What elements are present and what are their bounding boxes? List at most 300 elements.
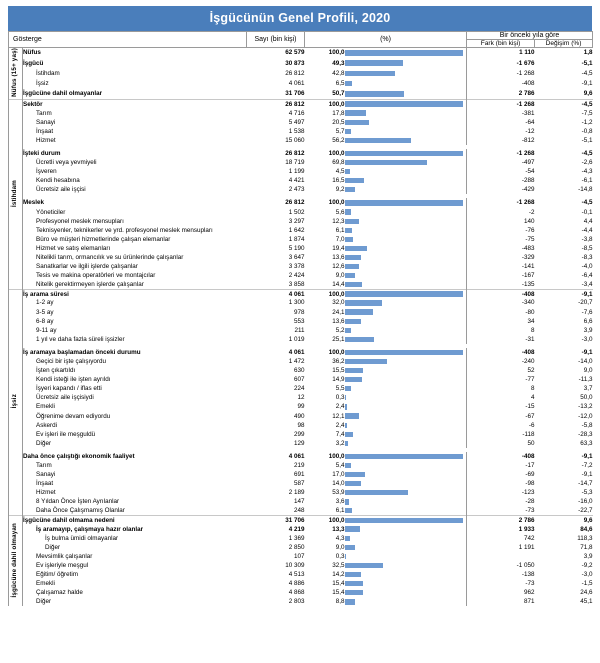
section-side-text: İşgücüne dahil olmayan (11, 522, 19, 598)
section-side-label (9, 99, 23, 289)
table-row (9, 335, 593, 344)
row-count: 587 (294, 480, 305, 488)
row-bar (345, 508, 352, 513)
row-difference: -98 (467, 479, 535, 488)
row-change-percent: -9,2 (581, 562, 593, 570)
row-difference: -17 (467, 461, 535, 470)
row-bar-cell (345, 348, 467, 357)
row-percent: 2,4 (335, 421, 345, 429)
row-label: Sanayi (36, 118, 56, 126)
row-count: 4 061 (288, 452, 305, 460)
row-percent: 0,3 (335, 394, 345, 402)
table-row (9, 118, 593, 127)
table-row (9, 271, 593, 280)
row-difference: -497 (467, 158, 535, 167)
row-label: İşsiz (36, 80, 49, 88)
row-count: 248 (294, 507, 305, 515)
table-row (9, 366, 593, 375)
table-row (9, 217, 593, 226)
section-side-label (9, 289, 23, 515)
row-bar (345, 599, 355, 604)
row-count: 26 812 (247, 99, 305, 108)
row-bar-cell (345, 461, 467, 470)
row-difference: 1 110 (467, 48, 535, 58)
row-difference: -408 (467, 289, 535, 298)
row-label: Emekli (36, 403, 55, 411)
row-difference: 140 (467, 217, 535, 226)
table-row (9, 207, 593, 216)
row-count: 3 858 (288, 281, 305, 288)
row-count: 31 706 (247, 516, 305, 525)
header-degisim: Değişim (%) (535, 40, 593, 48)
row-percent: 8,8 (335, 598, 345, 606)
table-row (9, 384, 593, 393)
row-difference: -6 (467, 421, 535, 430)
row-bar-cell (345, 543, 467, 552)
table-row (9, 326, 593, 335)
row-bar (345, 81, 353, 86)
row-count: 2 189 (288, 489, 305, 497)
row-count: 211 (294, 326, 305, 334)
row-bar-cell (345, 118, 467, 127)
row-bar (345, 160, 427, 165)
row-change-percent: -20,7 (578, 299, 593, 307)
header-sayi: Sayı (bin kişi) (247, 32, 305, 48)
row-percent: 100,0 (328, 348, 345, 356)
row-bar (345, 526, 361, 532)
table-row (9, 421, 593, 430)
row-change-percent: -4,3 (581, 168, 593, 176)
row-count: 607 (294, 376, 305, 384)
row-label: Geçici bir işte çalışıyordu (36, 358, 106, 365)
row-percent: 7,4 (335, 430, 345, 438)
row-change-percent: -28,3 (578, 430, 593, 438)
row-difference: -2 (467, 207, 535, 216)
row-change-percent: -9,1 (535, 289, 593, 298)
row-difference: -141 (467, 262, 535, 271)
row-difference (467, 552, 535, 561)
row-change-percent: -5,1 (581, 59, 593, 67)
row-label: İşgücüne dahil olmama nedeni (23, 516, 247, 525)
row-difference: -69 (467, 470, 535, 479)
row-percent: 14,0 (332, 480, 345, 488)
row-bar-cell (345, 452, 467, 461)
row-bar-cell (345, 479, 467, 488)
row-label: Büro ve müşteri hizmetlerinde çalışan elemanlar (36, 235, 171, 243)
table-row (9, 588, 593, 597)
row-label: Profesyonel meslek mensupları (36, 217, 124, 225)
row-difference: -408 (467, 79, 535, 89)
row-percent: 14,9 (332, 376, 345, 384)
row-count: 31 706 (285, 90, 305, 98)
row-bar (345, 536, 350, 541)
row-bar-cell (345, 430, 467, 439)
labour-force-table (8, 31, 593, 606)
row-bar (345, 472, 365, 477)
row-label: Kendi isteği ile işten ayrıldı (36, 376, 111, 384)
row-difference: 742 (467, 534, 535, 543)
row-percent: 19,4 (332, 244, 345, 252)
table-row (9, 552, 593, 561)
row-bar (345, 101, 463, 107)
row-percent: 5,6 (335, 208, 345, 216)
row-bar (345, 563, 383, 568)
row-bar (345, 228, 352, 233)
row-label: Yöneticiler (36, 208, 66, 216)
row-difference: -123 (467, 488, 535, 497)
row-bar-cell (345, 89, 467, 99)
row-percent: 9,0 (335, 272, 345, 280)
row-percent: 14,4 (332, 281, 345, 288)
row-difference: 8 (467, 326, 535, 335)
row-label: 3-5 ay (36, 308, 54, 316)
row-change-percent: -11,3 (578, 376, 593, 384)
row-count: 4 061 (288, 80, 305, 88)
row-percent: 20,5 (332, 118, 345, 126)
row-count: 1 538 (288, 127, 305, 135)
row-bar-cell (345, 470, 467, 479)
row-count: 5 190 (288, 244, 305, 252)
row-difference: 1 933 (467, 525, 535, 534)
row-percent: 5,4 (335, 462, 345, 470)
row-bar-cell (345, 516, 467, 525)
row-bar-cell (345, 421, 467, 430)
row-change-percent: -9,1 (581, 471, 593, 479)
table-row (9, 375, 593, 384)
row-bar-cell (345, 226, 467, 235)
row-percent: 25,1 (332, 335, 345, 343)
table-row (9, 289, 593, 298)
row-change-percent: -0,1 (581, 208, 593, 216)
section-side-text: Nüfus (15+ yaş) (11, 48, 19, 97)
row-count: 1 199 (288, 168, 305, 176)
row-bar-cell (345, 375, 467, 384)
row-difference: -1 050 (467, 561, 535, 570)
row-percent: 100,0 (305, 516, 345, 525)
row-bar-cell (345, 127, 467, 136)
row-bar (345, 91, 405, 97)
row-label: Ücretli veya yevmiyeli (36, 159, 97, 167)
table-row (9, 136, 593, 145)
row-bar (345, 590, 363, 595)
row-label: Nitelikli tarım, ormancılık ve su ürünlerinde çalışanlar (36, 253, 184, 261)
row-bar-cell (345, 244, 467, 253)
row-count: 99 (297, 403, 305, 411)
row-change-percent: -5,3 (581, 489, 593, 497)
row-change-percent: -7,6 (581, 308, 593, 316)
row-label: İşgücü (23, 59, 44, 67)
row-change-percent: 24,6 (580, 589, 593, 597)
row-count: 10 309 (285, 562, 305, 570)
row-percent: 42,8 (332, 69, 345, 77)
row-count: 129 (294, 439, 305, 447)
row-change-percent: -9,1 (581, 452, 593, 460)
row-bar (345, 319, 361, 324)
row-label: 6-8 ay (36, 317, 54, 325)
row-count: 490 (294, 412, 305, 420)
table-row (9, 488, 593, 497)
row-change-percent: -8,3 (581, 253, 593, 261)
header-onceki-yil: Bir önceki yıla göre (467, 32, 593, 40)
row-bar-cell (345, 497, 467, 506)
header-fark: Fark (bin kişi) (467, 40, 535, 48)
row-difference: 962 (467, 588, 535, 597)
row-label: 8 Yıldan Önce İşten Ayrılanlar (36, 498, 120, 506)
row-change-percent: -7,5 (581, 109, 593, 117)
row-label: Emekli (36, 580, 55, 588)
row-change-percent: -4,5 (581, 149, 593, 157)
row-percent: 24,1 (332, 308, 345, 316)
row-bar (345, 246, 368, 251)
row-bar (345, 490, 409, 495)
row-count: 3 647 (288, 253, 305, 261)
row-bar (345, 432, 354, 437)
row-difference: -135 (467, 280, 535, 289)
table-row (9, 525, 593, 534)
section-side-text: İstihdam (11, 179, 19, 207)
row-percent: 100,0 (328, 452, 345, 460)
row-label: 9-11 ay (36, 326, 57, 334)
row-percent: 12,6 (332, 263, 345, 271)
row-percent: 5,7 (335, 127, 345, 135)
row-bar (345, 255, 361, 260)
table-row (9, 470, 593, 479)
table-row (9, 262, 593, 271)
row-change-percent: -1,2 (581, 118, 593, 126)
row-difference: 2 786 (467, 89, 535, 99)
row-label: Diğer (45, 543, 61, 551)
row-bar-cell (345, 439, 467, 448)
row-change-percent: 45,1 (580, 598, 593, 606)
table-row (9, 307, 593, 316)
row-label: Kendi hesabına (36, 177, 80, 185)
row-percent: 69,8 (332, 159, 345, 167)
row-label: Tarım (36, 462, 52, 470)
row-percent: 100,0 (328, 149, 345, 157)
row-bar (345, 441, 349, 446)
row-bar (345, 264, 360, 269)
table-row (9, 127, 593, 136)
row-bar (345, 581, 363, 586)
row-change-percent: 3,9 (583, 326, 593, 334)
row-bar-cell (345, 317, 467, 326)
row-difference: 2 786 (467, 516, 535, 525)
row-bar-cell (345, 149, 467, 158)
row-count: 26 812 (285, 199, 305, 207)
row-count: 4 886 (288, 580, 305, 588)
row-change-percent: -16,0 (578, 498, 593, 506)
row-percent: 14,2 (332, 571, 345, 579)
table-row (9, 185, 593, 194)
header-gosterge: Gösterge (9, 32, 247, 48)
row-percent: 32,5 (332, 562, 345, 570)
row-change-percent: -5,1 (581, 136, 593, 144)
row-count: 2 850 (288, 543, 305, 551)
row-change-percent: 3,7 (583, 385, 593, 393)
row-count: 4 868 (288, 589, 305, 597)
row-count: 98 (297, 421, 305, 429)
row-change-percent: -3,8 (581, 235, 593, 243)
row-label: İşten çıkartıldı (36, 367, 76, 375)
row-bar (345, 359, 388, 364)
row-difference: -80 (467, 307, 535, 316)
row-difference: -1 268 (467, 68, 535, 78)
row-change-percent: 71,8 (580, 543, 593, 551)
row-bar (345, 463, 351, 468)
row-percent: 13,3 (332, 525, 345, 533)
row-count: 1 874 (288, 235, 305, 243)
row-difference: -1 676 (467, 58, 535, 68)
row-count: 219 (294, 462, 305, 470)
table-row (9, 570, 593, 579)
row-bar (345, 377, 363, 382)
row-difference: -28 (467, 497, 535, 506)
row-bar (345, 518, 463, 524)
row-label: 1 yıl ve daha fazla süreli işsizler (36, 335, 125, 343)
row-change-percent: -4,0 (581, 263, 593, 271)
row-difference: 871 (467, 597, 535, 606)
row-percent: 17,8 (332, 109, 345, 117)
row-bar (345, 138, 411, 143)
row-bar (345, 151, 463, 157)
table-row (9, 439, 593, 448)
row-difference: 4 (467, 393, 535, 402)
row-bar (345, 499, 349, 504)
row-change-percent: -6,4 (581, 272, 593, 280)
row-change-percent: 63,3 (580, 439, 593, 447)
row-percent: 6,1 (335, 507, 345, 515)
row-count: 1 300 (288, 299, 305, 307)
row-difference: -1 268 (467, 99, 535, 108)
table-row (9, 198, 593, 207)
row-count: 2 803 (288, 598, 305, 606)
row-label: Meslek (23, 199, 45, 207)
row-difference: -288 (467, 176, 535, 185)
row-bar (345, 350, 463, 356)
table-row (9, 48, 593, 58)
row-label: Diğer (36, 598, 52, 606)
row-bar-cell (345, 488, 467, 497)
row-count: 18 719 (285, 159, 305, 167)
row-bar-cell (345, 298, 467, 307)
row-bar (345, 300, 383, 305)
row-bar-cell (345, 136, 467, 145)
row-bar-cell (345, 99, 467, 108)
row-change-percent: 118,3 (577, 534, 593, 542)
row-bar-cell (345, 289, 467, 298)
row-bar-cell (345, 534, 467, 543)
row-label: Çalışamaz halde (36, 589, 83, 597)
row-label: Öğrenime devam ediyordu (36, 412, 111, 420)
row-bar-cell (345, 185, 467, 194)
row-difference: -73 (467, 579, 535, 588)
row-percent: 9,2 (335, 186, 345, 194)
row-difference: -15 (467, 402, 535, 411)
row-difference: -118 (467, 430, 535, 439)
row-change-percent: 9,0 (583, 367, 593, 375)
row-count: 5 497 (288, 118, 305, 126)
row-count: 26 812 (285, 149, 305, 157)
table-row (9, 226, 593, 235)
row-change-percent: -1,5 (581, 580, 593, 588)
row-percent: 100,0 (305, 48, 345, 58)
header-row-top (9, 32, 593, 40)
row-count: 1 472 (288, 358, 305, 365)
row-bar-cell (345, 402, 467, 411)
row-count: 299 (294, 430, 305, 438)
row-percent: 2,4 (335, 403, 345, 411)
row-percent: 100,0 (328, 199, 345, 207)
row-percent: 15,4 (332, 580, 345, 588)
row-bar (345, 337, 375, 342)
row-count: 3 297 (288, 217, 305, 225)
row-bar-cell (345, 262, 467, 271)
row-bar-cell (345, 588, 467, 597)
row-bar-cell (345, 357, 467, 366)
row-bar-cell (345, 506, 467, 515)
row-label: Hizmet (36, 489, 56, 497)
row-label: Sanatkarlar ve ilgili işlerde çalışanlar (36, 263, 138, 271)
row-bar-cell (345, 561, 467, 570)
row-label: İstihdam (36, 69, 60, 77)
row-bar-cell (345, 393, 467, 402)
row-percent: 15,5 (332, 367, 345, 375)
row-percent: 56,2 (332, 136, 345, 144)
row-difference: -76 (467, 226, 535, 235)
row-percent: 6,1 (335, 226, 345, 234)
row-bar (345, 110, 366, 115)
row-bar-cell (345, 366, 467, 375)
row-bar-cell (345, 412, 467, 421)
row-count: 1 502 (288, 208, 305, 216)
row-bar-cell (345, 109, 467, 118)
row-bar (345, 454, 463, 460)
row-bar-cell (345, 217, 467, 226)
row-label: Tesis ve makina operatörleri ve montajcılar (36, 272, 156, 280)
row-difference: -240 (467, 357, 535, 366)
row-count: 2 473 (288, 186, 305, 194)
row-bar (345, 187, 356, 192)
row-difference: -812 (467, 136, 535, 145)
row-count: 62 579 (247, 48, 305, 58)
row-change-percent: -14,7 (578, 480, 593, 488)
row-count: 691 (294, 471, 305, 479)
row-label: Hizmet ve satış elemanları (36, 244, 111, 252)
section-side-text: İşsiz (11, 394, 19, 409)
table-row (9, 89, 593, 99)
row-percent: 100,0 (305, 99, 345, 108)
row-count: 30 873 (285, 59, 305, 67)
row-label: Hizmet (36, 136, 56, 144)
row-bar-cell (345, 253, 467, 262)
row-percent: 9,0 (335, 543, 345, 551)
page-title: İşgücünün Genel Profili, 2020 (8, 6, 592, 31)
row-bar-cell (345, 207, 467, 216)
table-row (9, 534, 593, 543)
row-label: Nüfus (23, 48, 247, 58)
row-change-percent: 84,6 (580, 525, 593, 533)
row-change-percent: 9,6 (583, 90, 593, 98)
row-label: İş aramayıp, çalışmaya hazır olanlar (36, 525, 144, 533)
row-change-percent: -3,4 (581, 281, 593, 288)
row-count: 15 060 (285, 136, 305, 144)
row-bar (345, 50, 463, 56)
row-label: Ücretsiz aile işçisi (36, 186, 86, 194)
section-side-label (9, 48, 23, 100)
row-count: 224 (294, 385, 305, 393)
row-label: İnşaat (36, 480, 54, 488)
row-change-percent: -6,1 (581, 177, 593, 185)
